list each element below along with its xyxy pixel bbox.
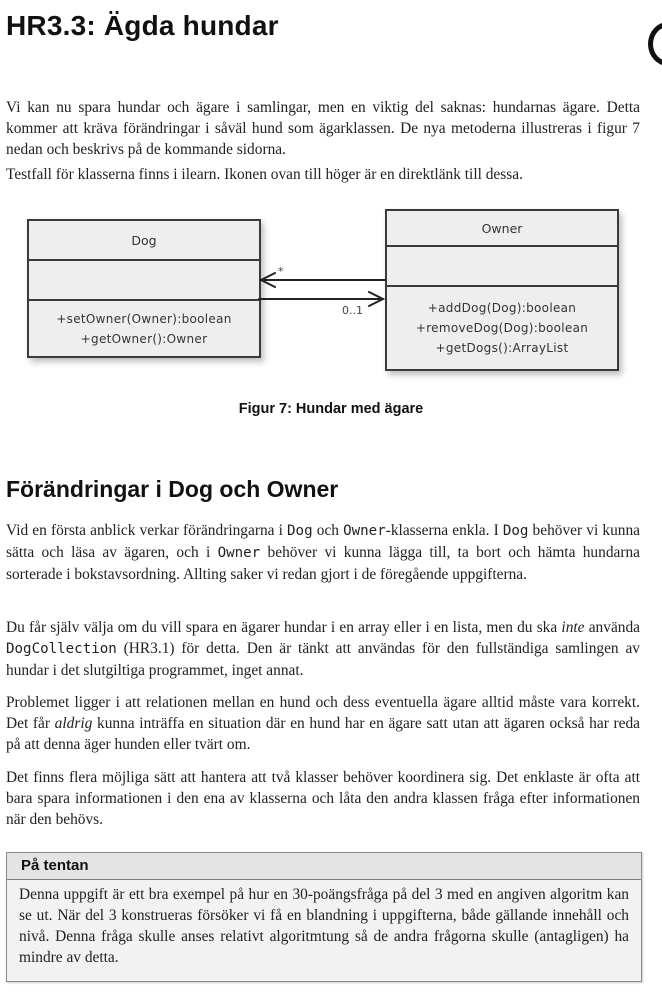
exam-box-body: Denna uppgift är ett bra exempel på hur en 30-poängsfråga på del 3 med en angiven algoritm kan se ut. När del 3 konstrueras försöker vi få en blandning i uppgifterna, både gällande innehåll och nivå. Denna fråga skulle anses relativt algoritmtung så de andra frågorna skulle (antagligen) ha mindre av detta. <box>19 886 629 966</box>
dog-method: +setOwner(Owner):boolean <box>56 311 232 326</box>
text: Vid en första anblick verkar förändringarna i <box>6 522 288 539</box>
text: och <box>312 522 344 539</box>
multiplicity-dogs: * <box>278 265 284 278</box>
emphasis: inte <box>561 619 585 636</box>
code-inline: Dog <box>502 523 529 539</box>
page-title: HR3.3: Ägda hundar <box>6 10 279 41</box>
owner-class-name: Owner <box>387 211 617 247</box>
text: behöver vi kunna sätta och läsa av ägaren, och i <box>6 522 640 561</box>
external-link-circle-icon[interactable] <box>648 22 662 66</box>
dog-class-name: Dog <box>29 221 259 261</box>
text: (HR3.1) för detta. Den är tänkt att användas för den fullständiga samlingen av hundar i det slutgiltiga programmet, inget annat. <box>6 640 640 679</box>
section-paragraph-3 <box>6 692 640 755</box>
section-paragraph-4: Det finns flera möjliga sätt att hantera att två klasser behöver koordinera sig. Det enklaste är ofta att bara spara informationen i den ena av klasserna och låta den andra klassen fråga efter informationen när den behövs. <box>6 769 640 828</box>
text: kunna inträffa en situation där en hund har en ägare satt utan att ägaren också har reda på att denna äger hunden eller tvärt om. <box>6 715 640 753</box>
intro-paragraph-2: Testfall för klasserna finns i ilearn. Ikonen ovan till höger är en direktlänk till dessa. <box>6 166 523 183</box>
multiplicity-owner: 0..1 <box>342 304 363 317</box>
code-inline: Owner <box>217 545 261 561</box>
association-arrows <box>0 195 662 385</box>
code-inline: Dog <box>287 523 313 539</box>
dog-method: +getOwner():Owner <box>80 331 208 346</box>
emphasis: aldrig <box>54 715 93 732</box>
section-paragraph-1 <box>6 520 640 585</box>
figure-caption: Figur 7: Hundar med ägare <box>238 401 424 417</box>
code-inline: DogCollection <box>6 641 117 657</box>
exam-box-title: På tentan <box>7 853 641 880</box>
text: använda <box>584 619 640 636</box>
text: Du får själv välja om du vill spara en ägarer hundar i en array eller i en lista, men du ska <box>6 619 562 636</box>
owner-method: +getDogs():ArrayList <box>435 341 569 355</box>
section-paragraph-2 <box>6 617 640 681</box>
intro-paragraph-1: Vi kan nu spara hundar och ägare i samlingar, men en viktig del saknas: hundarnas ägare. Detta kommer att kräva förändringar i såväl hund som ägarklassen. De nya metoderna illustreras i figur 7 nedan och beskrivs på de kommande sidorna. <box>6 99 640 158</box>
section-heading: Förändringar i Dog och Owner <box>6 476 339 502</box>
text: -klasserna enkla. I <box>385 522 503 539</box>
exam-info-box <box>6 852 642 982</box>
uml-class-diagram <box>0 195 662 385</box>
text: Problemet ligger i att relationen mellan en hund och dess eventuella ägare alltid måste vara korrekt. Det får <box>6 694 640 732</box>
owner-method: +addDog(Dog):boolean <box>427 301 577 315</box>
text: behöver vi kunna lägga till, ta bort och hämta hundarna sorterade i bokstavsordning. Allting saker vi redan gjort i de föregående uppgifterna. <box>6 544 640 583</box>
code-inline: Owner <box>343 523 386 539</box>
owner-method: +removeDog(Dog):boolean <box>415 321 589 335</box>
